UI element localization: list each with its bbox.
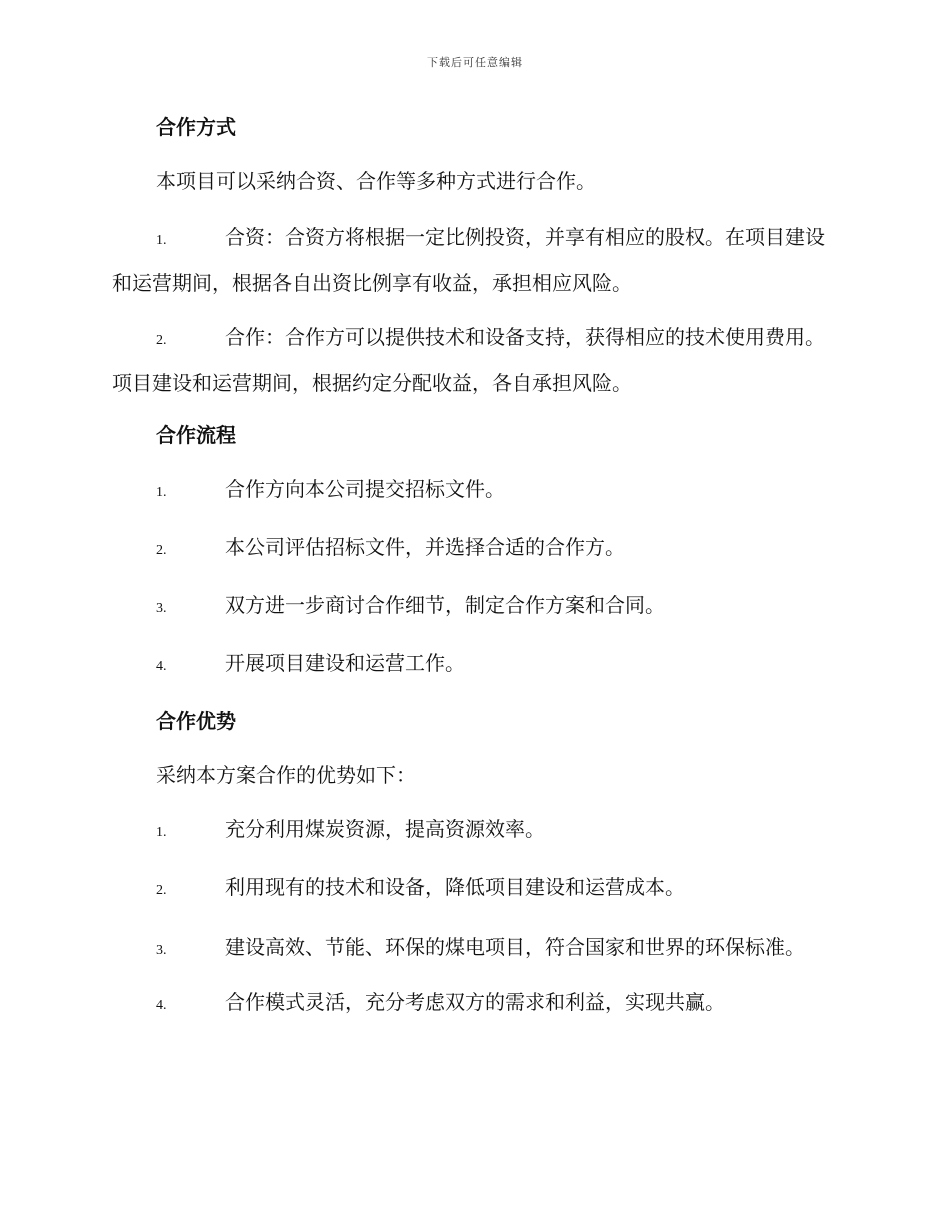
- list-item: [112, 926, 837, 972]
- list-item-text: 合资：合资方将根据一定比例投资，并享有相应的股权。在项目建设和运营期间，根据各自出资比例享有收益，承担相应风险。: [112, 225, 825, 295]
- document-body: [112, 108, 837, 1041]
- list-item: [112, 983, 837, 1025]
- list-item-number: 4.: [156, 659, 167, 674]
- list-item-number: 2.: [156, 333, 167, 348]
- list-item-number: 4.: [156, 998, 167, 1013]
- list-item-text: 充分利用煤炭资源，提高资源效率。: [225, 817, 545, 841]
- list-item: [112, 868, 837, 910]
- list-item-number: 1.: [156, 825, 167, 840]
- section-heading: 合作方式: [156, 115, 236, 139]
- list-item: [112, 586, 837, 628]
- list-item-number: 2.: [156, 543, 167, 558]
- list-item-text: 合作：合作方可以提供技术和设备支持，获得相应的技术使用费用。项目建设和运营期间，根据约定分配收益，各自承担风险。: [112, 325, 825, 395]
- section-heading: 合作优势: [156, 709, 236, 733]
- list-item: [112, 216, 837, 305]
- list-item-number: 3.: [156, 601, 167, 616]
- list-item-text: 本公司评估招标文件，并选择合适的合作方。: [225, 535, 625, 559]
- section-intro: 本项目可以采纳合资、合作等多种方式进行合作。: [156, 169, 596, 193]
- list-item-number: 3.: [156, 943, 167, 958]
- list-item: [112, 316, 837, 405]
- list-item: [112, 470, 837, 512]
- list-item-text: 开展项目建设和运营工作。: [225, 651, 465, 675]
- list-item-text: 合作模式灵活，充分考虑双方的需求和利益，实现共赢。: [225, 990, 725, 1014]
- section-intro: 采纳本方案合作的优势如下：: [156, 763, 416, 787]
- list-item: [112, 810, 837, 852]
- list-item-text: 利用现有的技术和设备，降低项目建设和运营成本。: [225, 875, 685, 899]
- list-item-text: 合作方向本公司提交招标文件。: [225, 477, 505, 501]
- page-header-note: 下载后可任意编辑: [427, 56, 523, 69]
- list-item-text: 建设高效、节能、环保的煤电项目，符合国家和世界的环保标准。: [225, 935, 805, 959]
- list-item-number: 1.: [156, 233, 167, 248]
- list-item: [112, 644, 837, 686]
- list-item: [112, 528, 837, 570]
- list-item-number: 1.: [156, 485, 167, 500]
- section-heading: 合作流程: [156, 423, 236, 447]
- list-item-text: 双方进一步商讨合作细节，制定合作方案和合同。: [225, 593, 665, 617]
- list-item-number: 2.: [156, 883, 167, 898]
